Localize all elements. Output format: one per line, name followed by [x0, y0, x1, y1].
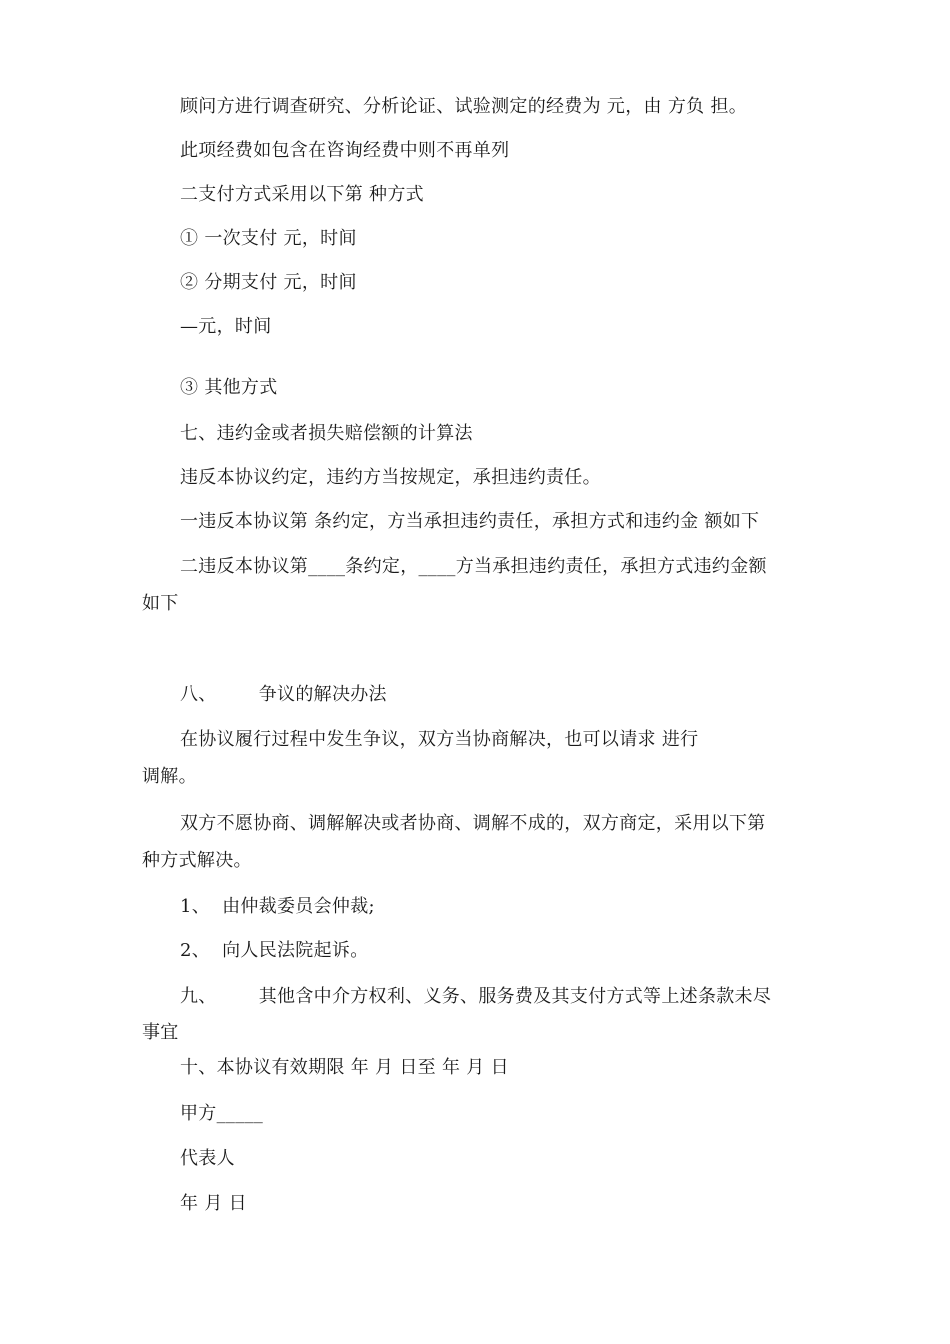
section-heading-seven: 七、违约金或者损失赔偿额的计算法 — [180, 423, 473, 444]
paragraph-dispute-choice-cont: 种方式解决。 — [142, 850, 252, 871]
list-item-court: 2、 向人民法院起诉。 — [180, 940, 369, 961]
paragraph-research-fee: 顾问方进行调查研究、分析论证、试验测定的经费为 元，由 方负 担。 — [180, 96, 748, 117]
paragraph-breach: 违反本协议约定，违约方当按规定，承担违约责任。 — [180, 467, 601, 488]
section-heading-ten: 十、本协议有效期限 年 月 日至 年 月 日 — [180, 1057, 509, 1078]
paragraph-breach-two-cont: 如下 — [142, 593, 179, 614]
paragraph-payment-method: 二支付方式采用以下第 种方式 — [180, 184, 424, 205]
list-item-other: ③ 其他方式 — [180, 377, 278, 398]
section-heading-nine: 九、 其他含中介方权利、义务、服务费及其支付方式等上述条款未尽 — [180, 986, 772, 1007]
paragraph-dispute: 在协议履行过程中发生争议，双方当协商解决，也可以请求 进行 — [180, 729, 699, 750]
list-item-one-time: ① 一次支付 元，时间 — [180, 228, 357, 249]
section-heading-nine-cont: 事宜 — [142, 1022, 179, 1043]
section-heading-eight: 八、 争议的解决办法 — [180, 684, 387, 705]
paragraph-dispute-cont: 调解。 — [142, 766, 197, 787]
paragraph-breach-two: 二违反本协议第____条约定，____方当承担违约责任，承担方式违约金额 — [180, 556, 767, 577]
paragraph-dispute-choice: 双方不愿协商、调解解决或者协商、调解不成的，双方商定，采用以下第 — [180, 813, 766, 834]
paragraph-breach-one: 一违反本协议第 条约定，方当承担违约责任，承担方式和违约金 额如下 — [180, 511, 760, 532]
list-item-installment-cont: —元，时间 — [180, 316, 272, 337]
signature-date: 年 月 日 — [180, 1193, 247, 1214]
signature-party-a: 甲方_____ — [180, 1103, 264, 1124]
paragraph-fee-note: 此项经费如包含在咨询经费中则不再单列 — [180, 140, 510, 161]
signature-representative: 代表人 — [180, 1148, 235, 1169]
list-item-arbitration: 1、 由仲裁委员会仲裁; — [180, 896, 375, 917]
list-item-installment: ② 分期支付 元，时间 — [180, 272, 357, 293]
